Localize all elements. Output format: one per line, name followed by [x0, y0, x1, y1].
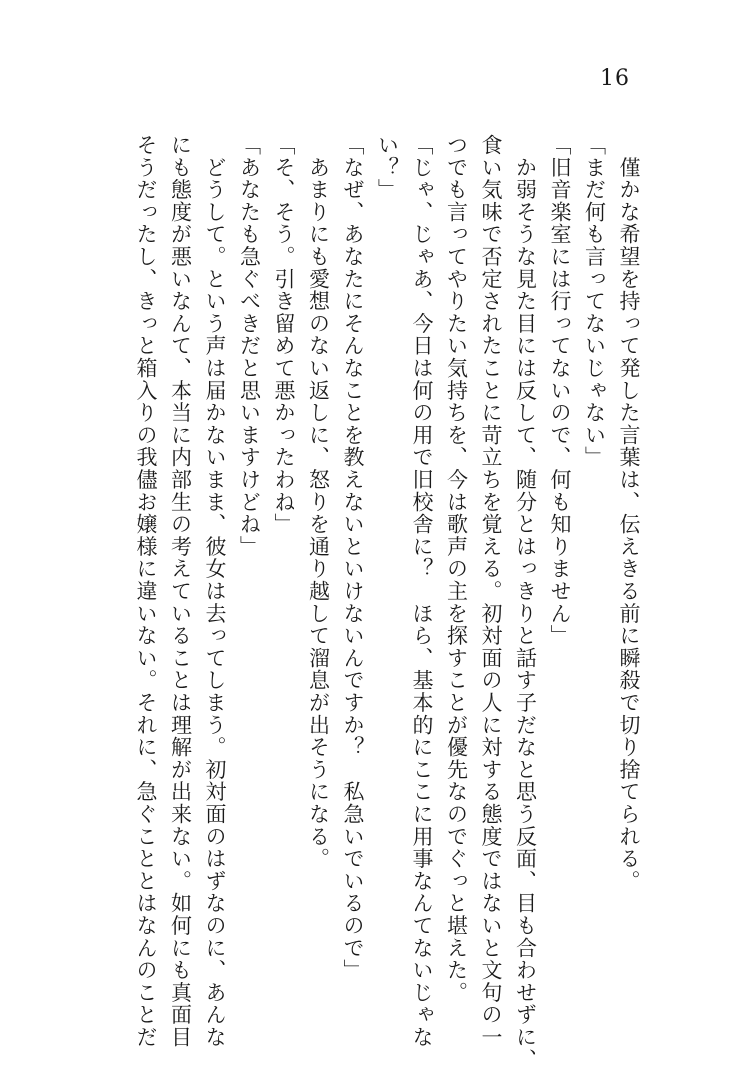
text-line: 「じゃ、じゃあ、今日は何の用で旧校舎に？ ほら、基本的にここに用事なんてないじゃな	[410, 134, 434, 1049]
text-line: か弱そうな見た目には反して、随分とはっきりと話す子だなと思う反面、目も合わせずに、	[513, 134, 538, 1071]
text-line: 「あなたも急ぐべきだと思いますけどね」	[237, 134, 262, 558]
text-line: 僅かな希望を持って発した言葉は、伝えきる前に瞬殺で切り捨てられる。	[617, 134, 641, 893]
text-line: 「なぜ、あなたにそんなことを教えないといけないんですか？ 私急いでいるので」	[341, 134, 365, 982]
page-number: 16	[600, 66, 630, 91]
text-line: 食い気味で否定されたことに苛立ちを覚える。初対面の人に対する態度ではないと文句の一	[479, 134, 503, 1049]
text-line: 「旧音楽室には行ってないので、何も知りません」	[548, 134, 572, 647]
text-line: 「まだ何も言ってないじゃない」	[582, 134, 607, 469]
text-line: どうして。という声は届かないまま、彼女は去ってしまう。初対面のはずなのに、あんな	[203, 134, 227, 1049]
text-line: つでも言ってやりたい気持ちを、今は歌声の主を探すことが優先なのでぐっと堪えた。	[444, 134, 469, 1004]
text-line: い？」	[375, 134, 400, 201]
text-line: あまりにも愛想のない返しに、怒りを通り越して溜息が出そうになる。	[306, 134, 331, 870]
text-line: にも態度が悪いなんて、本当に内部生の考えていることは理解が出来ない。如何にも真面目	[168, 134, 193, 1049]
vertical-text-body	[46, 134, 646, 1071]
text-line: 「そ、そう。引き留めて悪かったわね」	[272, 134, 296, 536]
text-line: そうだったし、きっと箱入りの我儘お嬢様に違いない。それに、急ぐこととはなんのことだ	[134, 134, 158, 1049]
